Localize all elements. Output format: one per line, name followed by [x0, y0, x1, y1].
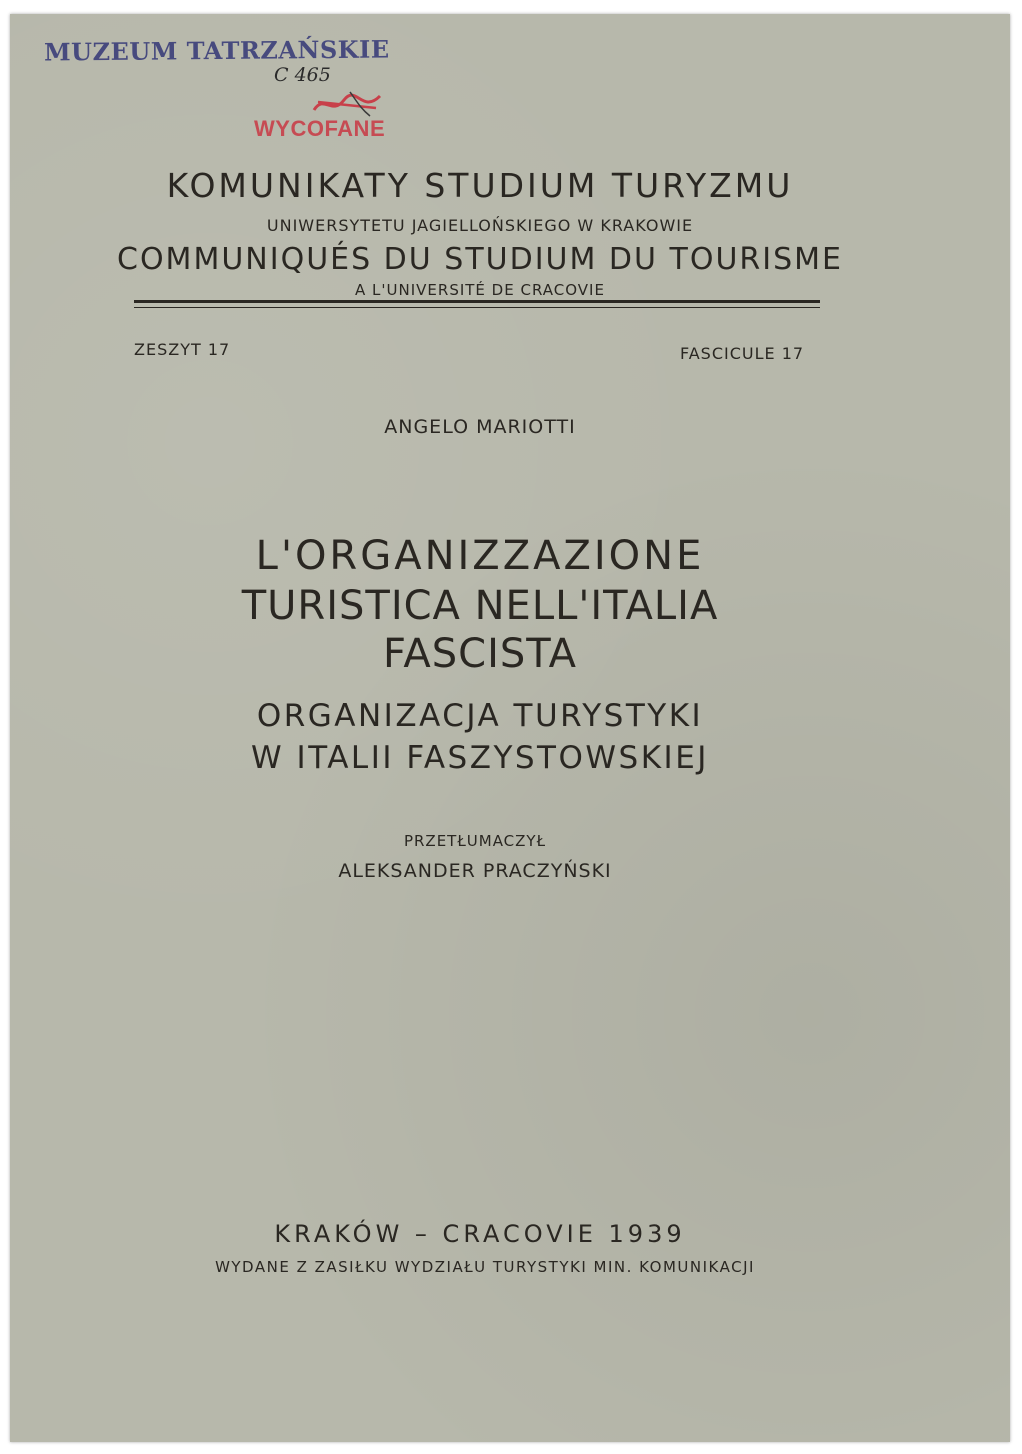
issue-number-fr: FASCICULE 17 — [680, 344, 805, 363]
translator-name: ALEKSANDER PRACZYŃSKI — [338, 860, 612, 882]
handwritten-inventory-number: C 465 — [274, 64, 331, 86]
title-it-line-1: L'ORGANIZZAZIONE — [255, 533, 705, 579]
series-title-pl: KOMUNIKATY STUDIUM TURYZMU — [166, 166, 794, 205]
university-name-pl: UNIWERSYTETU JAGIELLOŃSKIEGO W KRAKOWIE — [266, 216, 694, 235]
title-pl-line-1: ORGANIZACJA TURYSTYKI — [256, 698, 704, 734]
publisher-note: WYDANE Z ZASIŁKU WYDZIAŁU TURYSTYKI MIN. KOMUNIKACJI — [215, 1258, 755, 1276]
document-cover — [10, 14, 1010, 1442]
title-it-line-3: FASCISTA — [383, 631, 577, 677]
title-pl-line-2: W ITALII FASZYSTOWSKIEJ — [251, 740, 709, 776]
place-and-year: KRAKÓW – CRACOVIE 1939 — [274, 1220, 686, 1248]
title-it-line-2: TURISTICA NELL'ITALIA — [241, 583, 719, 629]
header-rule-thin — [134, 307, 820, 308]
withdrawn-stamp: WYCOFANE — [254, 116, 386, 141]
header-rule-thick — [134, 300, 820, 303]
university-name-fr: A L'UNIVERSITÉ DE CRACOVIE — [355, 281, 605, 299]
series-title-fr: COMMUNIQUÉS DU STUDIUM DU TOURISME — [117, 242, 843, 277]
issue-number-pl: ZESZYT 17 — [134, 340, 231, 359]
author-name: ANGELO MARIOTTI — [384, 416, 576, 438]
translator-label: PRZETŁUMACZYŁ — [403, 832, 547, 850]
museum-stamp: MUZEUM TATRZAŃSKIE — [43, 34, 390, 67]
